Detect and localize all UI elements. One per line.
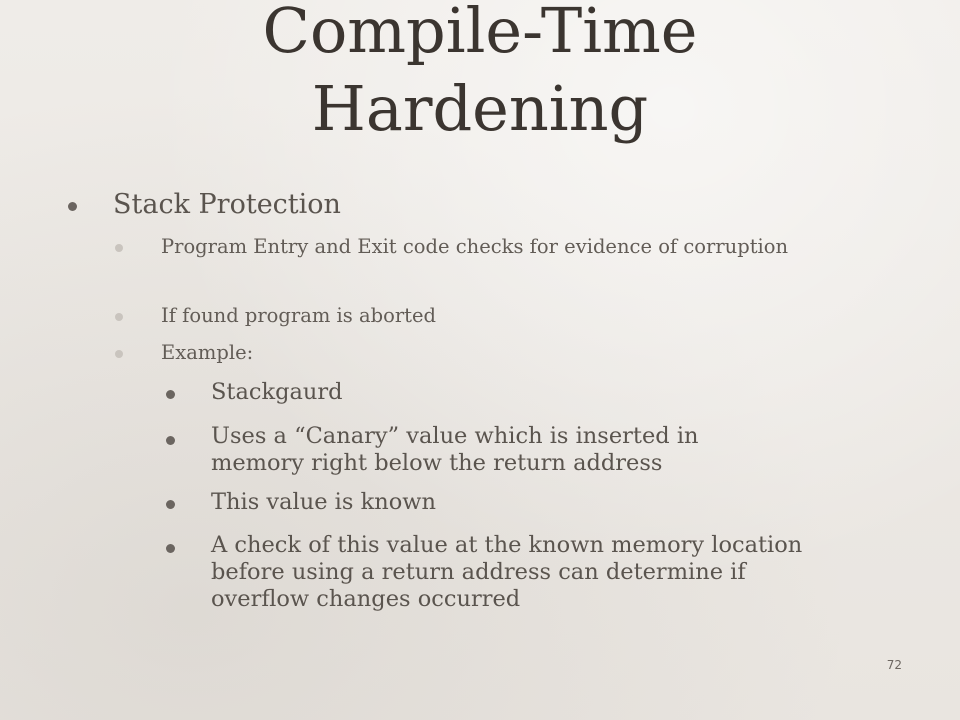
bullet-marker <box>68 202 77 211</box>
bullet-marker <box>166 544 175 553</box>
bullet-text: Program Entry and Exit code checks for evidence of corruption <box>161 235 789 258</box>
page-number: 72 <box>886 658 902 672</box>
bullet-marker <box>166 390 175 399</box>
bullet-marker <box>166 500 175 509</box>
bullet-text: Stack Protection <box>113 189 341 220</box>
slide-title-line-1: Compile-Time <box>262 0 698 67</box>
bullet-text: If found program is aborted <box>161 304 437 327</box>
bullet-text: Stackgaurd <box>211 379 343 405</box>
bullet-text: A check of this value at the known memory location before using a return address can determine if overflow changes occurred <box>211 532 803 612</box>
bullet-text: This value is known <box>211 489 436 515</box>
bullet-text: Example: <box>161 341 254 364</box>
bullet-marker <box>115 313 123 321</box>
bullet-marker <box>115 244 123 252</box>
bullet-text: Uses a “Canary” value which is inserted in memory right below the return address <box>211 423 699 476</box>
bullet-marker <box>166 436 175 445</box>
slide-title-line-2: Hardening <box>311 72 649 145</box>
bullet-marker <box>115 350 123 358</box>
